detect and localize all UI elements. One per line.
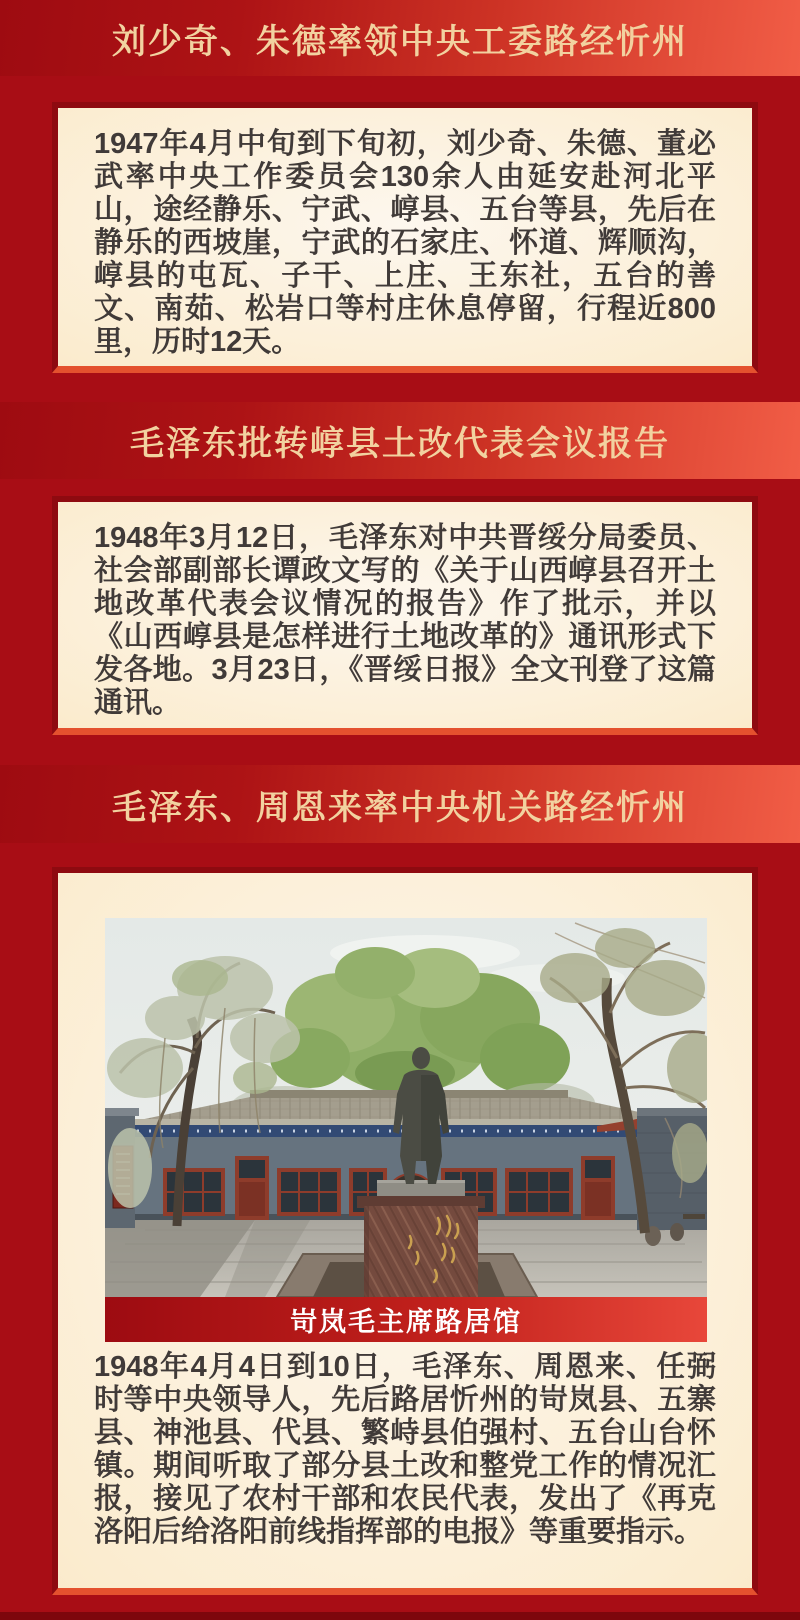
statue-courtyard-illustration: [105, 918, 707, 1297]
memorial-courtyard-photo[interactable]: [105, 918, 707, 1297]
section-title-2: 毛泽东批转崞县土改代表会议报告: [130, 425, 670, 463]
photo-caption-bar: [105, 1297, 707, 1342]
paragraph-1: 1947年4月中旬到下旬初，刘少奇、朱德、董必武率中央工作委员会130余人由延安赴河北平山，途经静乐、宁武、崞县、五台等县，先后在静乐的西坡崖，宁武的石家庄、怀道、辉顺沟，崞县的屯瓦、子干、上庄、王东社，五台的善文、南茹、松岩口等村庄休息停留，行程近800里，历时12天。: [94, 128, 716, 358]
section-title-1: 刘少奇、朱德率领中央工委路经忻州: [112, 22, 688, 61]
paragraph-3: 1948年4月4日到10日，毛泽东、周恩来、任弼时等中央领导人，先后路居忻州的岢岚县、五寨县、神池县、代县、繁峙县伯强村、五台山台怀镇。期间听取了部分县土改和整党工作的情况汇报，接见了农村干部和农民代表，发出了《再克洛阳后给洛阳前线指挥部的电报》等重要指示。: [94, 1351, 716, 1548]
text-card-1: [52, 102, 758, 373]
section-banner-2: [0, 402, 800, 479]
paragraph-2: 1948年3月12日，毛泽东对中共晋绥分局委员、社会部副部长谭政文写的《关于山西崞县召开土地改革代表会议情况的报告》作了批示，并以《山西崞县是怎样进行土地改革的》通讯形式下发各地。3月23日，《晋绥日报》全文刊登了这篇通讯。: [94, 522, 716, 719]
bottom-divider-strip: [0, 1612, 800, 1620]
section-banner-1: [0, 0, 800, 76]
text-card-2: [52, 496, 758, 735]
photo-caption-text: 岢岚毛主席路居馆: [290, 1307, 522, 1337]
photo-card: [52, 867, 758, 1595]
section-banner-3: [0, 765, 800, 843]
section-title-3: 毛泽东、周恩来率中央机关路经忻州: [112, 788, 688, 827]
